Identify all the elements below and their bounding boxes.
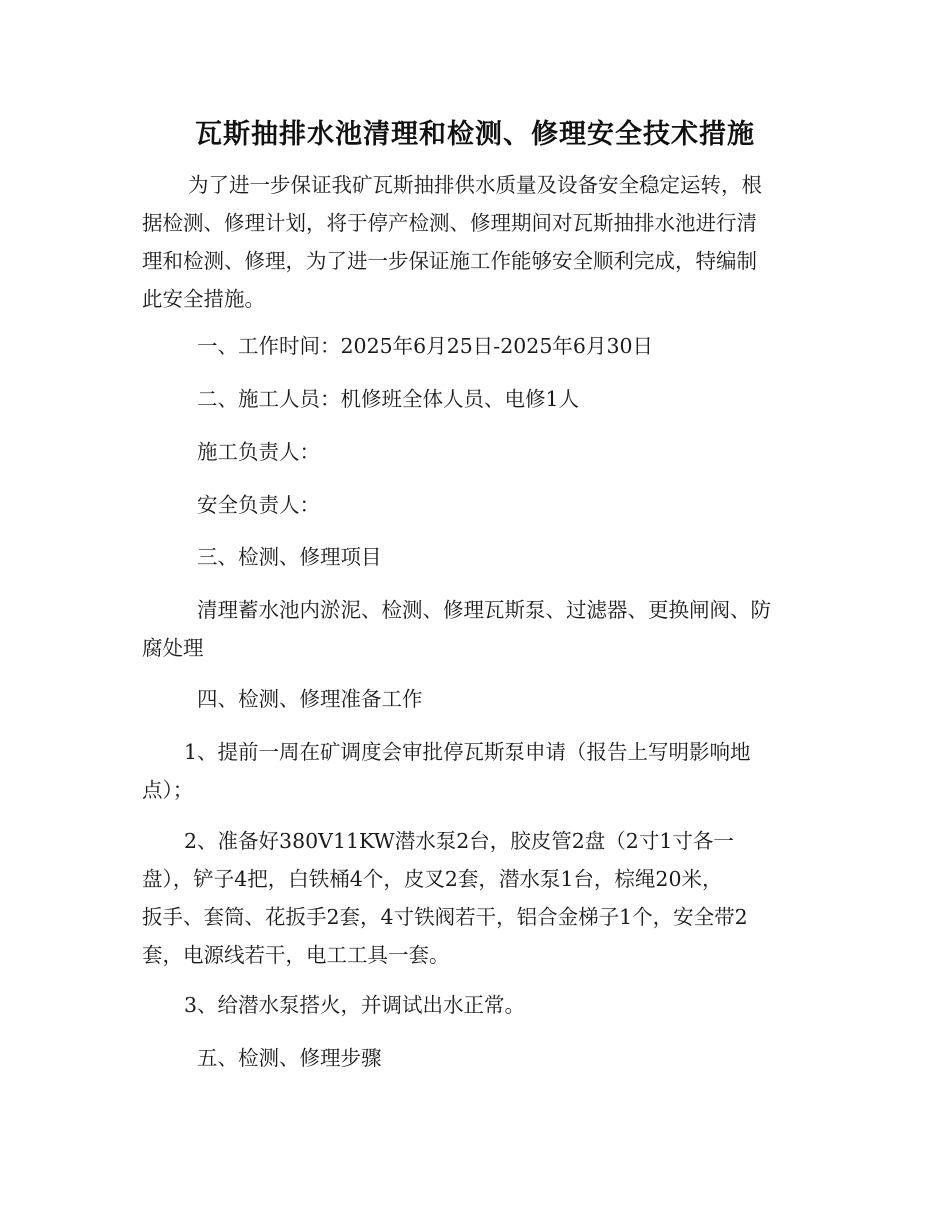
work-time-paragraph <box>142 327 810 365</box>
text-line: 一、工作时间：2025年6月25日-2025年6月30日 <box>197 334 654 358</box>
intro-paragraph <box>142 166 810 318</box>
document-title: 瓦斯抽排水池清理和检测、修理安全技术措施 <box>195 119 755 150</box>
text-line: 3、给潜水泵搭火，并调试出水正常。 <box>184 993 526 1017</box>
text-line: 盘），铲子4把，白铁桶4个，皮叉2套，潜水泵1台，棕绳20米， <box>142 867 723 891</box>
text-line: 扳手、套筒、花扳手2套，4寸铁阀若干，铝合金梯子1个，安全带2 <box>142 905 748 929</box>
prep-item-3 <box>142 986 810 1024</box>
safety-lead-paragraph <box>142 486 810 524</box>
text-line: 五、检测、修理步骤 <box>197 1046 382 1070</box>
text-line: 此安全措施。 <box>142 287 265 311</box>
construction-lead-paragraph <box>142 433 810 471</box>
text-line: 2、准备好380V11KW潜水泵2台，胶皮管2盘（2寸1寸各一 <box>184 829 734 853</box>
text-line: 三、检测、修理项目 <box>197 545 382 569</box>
text-line: 二、施工人员：机修班全体人员、电修1人 <box>197 387 580 411</box>
text-line: 据检测、修理计划，将于停产检测、修理期间对瓦斯抽排水池进行清 <box>142 211 757 235</box>
text-line: 理和检测、修理，为了进一步保证施工作能够安全顺利完成，特编制 <box>142 249 757 273</box>
text-line: 四、检测、修理准备工作 <box>197 687 423 711</box>
section-4-heading <box>142 680 810 718</box>
text-line: 腐处理 <box>142 636 204 660</box>
text-line: 点）； <box>142 778 194 802</box>
section-3-heading <box>142 538 810 576</box>
prep-item-2 <box>142 822 810 974</box>
prep-item-1 <box>142 733 810 809</box>
section-3-items-paragraph <box>142 591 810 667</box>
text-line: 为了进一步保证我矿瓦斯抽排供水质量及设备安全稳定运转，根 <box>188 173 762 197</box>
text-line: 安全负责人： <box>197 493 320 517</box>
text-line: 施工负责人： <box>197 440 320 464</box>
text-line: 套，电源线若干，电工工具一套。 <box>142 943 450 967</box>
section-5-heading <box>142 1039 810 1077</box>
text-line: 1、提前一周在矿调度会审批停瓦斯泵申请（报告上写明影响地 <box>184 740 751 764</box>
text-line: 清理蓄水池内淤泥、检测、修理瓦斯泵、过滤器、更换闸阀、防 <box>197 598 771 622</box>
personnel-paragraph <box>142 380 810 418</box>
